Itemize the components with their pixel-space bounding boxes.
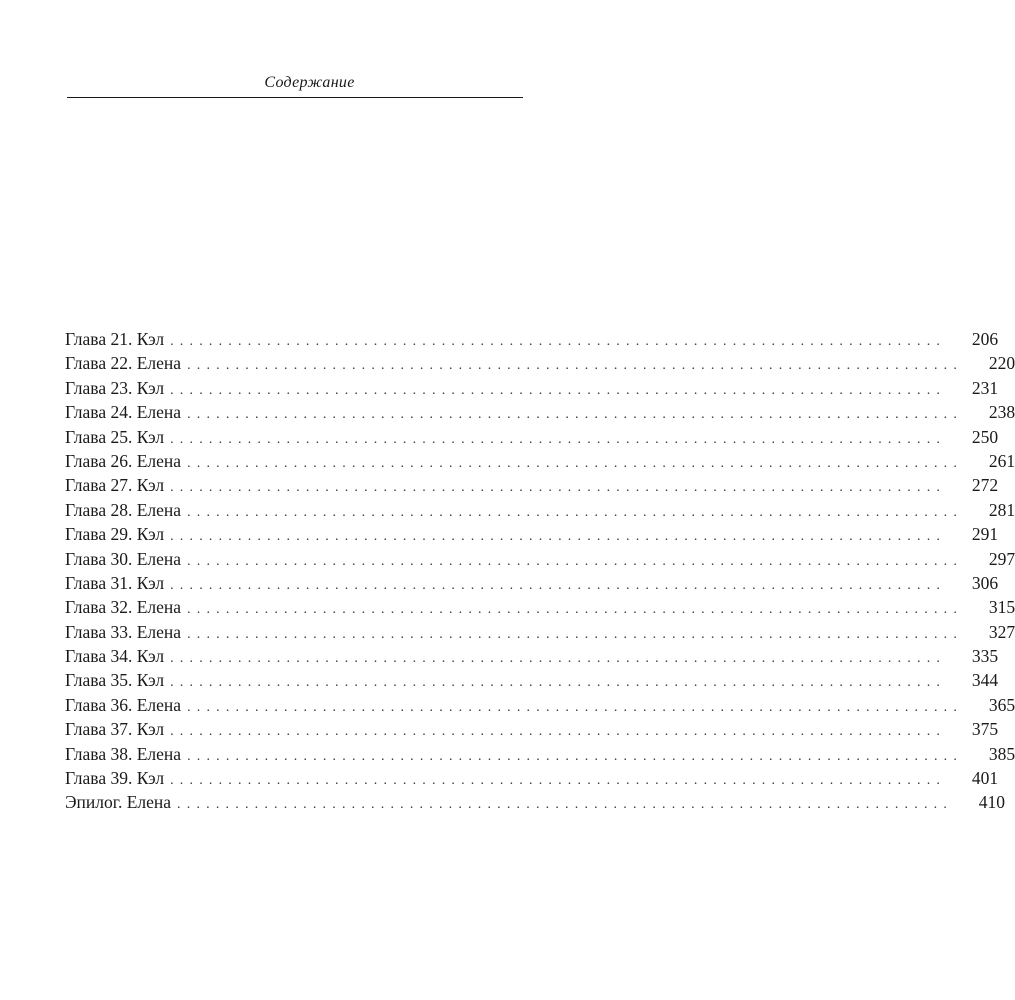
toc-entry-page: 220 bbox=[988, 353, 1015, 374]
toc-entry bbox=[65, 572, 999, 597]
toc-dot-leader: ................................................................................ bbox=[187, 407, 964, 423]
toc-entry-page: 327 bbox=[988, 621, 1015, 642]
toc-entry bbox=[65, 670, 999, 694]
toc-entry-title: Глава 23. Кэл bbox=[65, 377, 165, 398]
toc-entry-page: 410 bbox=[978, 792, 1006, 813]
toc-dot-leader: ................................................................................ bbox=[170, 480, 947, 496]
toc-entry-title: Глава 38. Елена bbox=[65, 743, 182, 764]
toc-entry-title: Глава 26. Елена bbox=[65, 450, 182, 471]
toc-entry bbox=[65, 621, 1015, 646]
toc-entry bbox=[65, 646, 999, 670]
toc-entry-title: Глава 35. Кэл bbox=[65, 670, 165, 691]
toc-entry-page: 385 bbox=[988, 743, 1015, 764]
toc-entry-title: Глава 29. Кэл bbox=[65, 524, 165, 545]
toc-entry-title: Глава 39. Кэл bbox=[65, 768, 165, 789]
toc-dot-leader: ................................................................................ bbox=[170, 651, 947, 667]
toc-entry-title: Глава 30. Елена bbox=[65, 548, 182, 569]
toc-entry-page: 375 bbox=[971, 719, 999, 740]
toc-entry-page: 291 bbox=[971, 524, 999, 545]
toc-entry-title: Глава 34. Кэл bbox=[65, 646, 165, 667]
toc-dot-leader: ................................................................................ bbox=[187, 358, 964, 374]
toc-entry-title: Глава 27. Кэл bbox=[65, 475, 165, 496]
toc-dot-leader: ................................................................................ bbox=[187, 455, 964, 471]
toc-entry-page: 344 bbox=[971, 670, 999, 691]
toc-entry-title: Глава 21. Кэл bbox=[65, 329, 165, 349]
toc-entry-page: 206 bbox=[971, 329, 999, 349]
toc-entry bbox=[65, 548, 1015, 573]
toc-entry bbox=[65, 768, 999, 792]
toc-dot-leader: ................................................................................ bbox=[187, 553, 964, 569]
toc-entry-page: 306 bbox=[971, 572, 999, 593]
toc-entry bbox=[65, 353, 1015, 377]
toc-entry-title: Глава 33. Елена bbox=[65, 621, 182, 642]
toc-entry bbox=[65, 743, 1015, 768]
toc-entry bbox=[65, 426, 999, 451]
toc-dot-leader: ................................................................................ bbox=[187, 748, 964, 764]
toc-entry bbox=[65, 524, 999, 548]
toc-entry bbox=[65, 475, 999, 499]
toc-entry bbox=[65, 377, 999, 402]
toc-dot-leader: ................................................................................ bbox=[177, 797, 954, 813]
toc-entry-title: Глава 25. Кэл bbox=[65, 426, 165, 447]
toc-dot-leader: ................................................................................ bbox=[187, 602, 964, 618]
toc-entry-page: 261 bbox=[988, 450, 1015, 471]
toc-entry bbox=[65, 499, 1015, 524]
toc-entry-page: 281 bbox=[988, 499, 1015, 520]
toc-entry-title: Глава 28. Елена bbox=[65, 499, 182, 520]
toc-entry-page: 250 bbox=[971, 426, 999, 447]
toc-dot-leader: ................................................................................ bbox=[187, 504, 964, 520]
toc-entry bbox=[65, 719, 999, 743]
toc-dot-leader: ................................................................................ bbox=[170, 529, 947, 545]
toc-entry-page: 272 bbox=[971, 475, 999, 496]
toc-entry-page: 297 bbox=[988, 548, 1015, 569]
toc-entry-page: 315 bbox=[988, 597, 1015, 618]
toc-entry-page: 335 bbox=[971, 646, 999, 667]
toc-entry-title: Глава 24. Елена bbox=[65, 402, 182, 423]
toc-dot-leader: ................................................................................ bbox=[170, 675, 947, 691]
toc-entry-page: 365 bbox=[988, 694, 1015, 715]
toc-dot-leader: ................................................................................ bbox=[170, 773, 947, 789]
toc-dot-leader: ................................................................................ bbox=[170, 382, 947, 398]
toc-dot-leader: ................................................................................ bbox=[170, 334, 947, 349]
toc-entry bbox=[65, 792, 1006, 816]
toc-dot-leader: ................................................................................ bbox=[170, 724, 947, 740]
toc-dot-leader: ................................................................................ bbox=[187, 699, 964, 715]
toc-entry-title: Глава 31. Кэл bbox=[65, 572, 165, 593]
toc-entry-page: 231 bbox=[971, 377, 999, 398]
toc-entry bbox=[65, 329, 999, 353]
toc-entry bbox=[65, 402, 1015, 426]
toc-entry-title: Глава 36. Елена bbox=[65, 694, 182, 715]
table-of-contents bbox=[65, 329, 1015, 817]
toc-dot-leader: ................................................................................ bbox=[187, 626, 964, 642]
toc-entry-page: 238 bbox=[988, 402, 1015, 423]
toc-entry-title: Эпилог. Елена bbox=[65, 792, 172, 813]
running-head: Содержание bbox=[264, 74, 355, 91]
toc-entry-title: Глава 37. Кэл bbox=[65, 719, 165, 740]
toc-entry bbox=[65, 450, 1015, 475]
toc-dot-leader: ................................................................................ bbox=[170, 577, 947, 593]
toc-entry bbox=[65, 597, 1015, 621]
toc-entry-title: Глава 32. Елена bbox=[65, 597, 182, 618]
header-rule bbox=[67, 97, 523, 98]
toc-entry-page: 401 bbox=[971, 768, 999, 789]
toc-dot-leader: ................................................................................ bbox=[170, 431, 947, 447]
toc-entry-title: Глава 22. Елена bbox=[65, 353, 182, 374]
toc-entry bbox=[65, 694, 1015, 719]
